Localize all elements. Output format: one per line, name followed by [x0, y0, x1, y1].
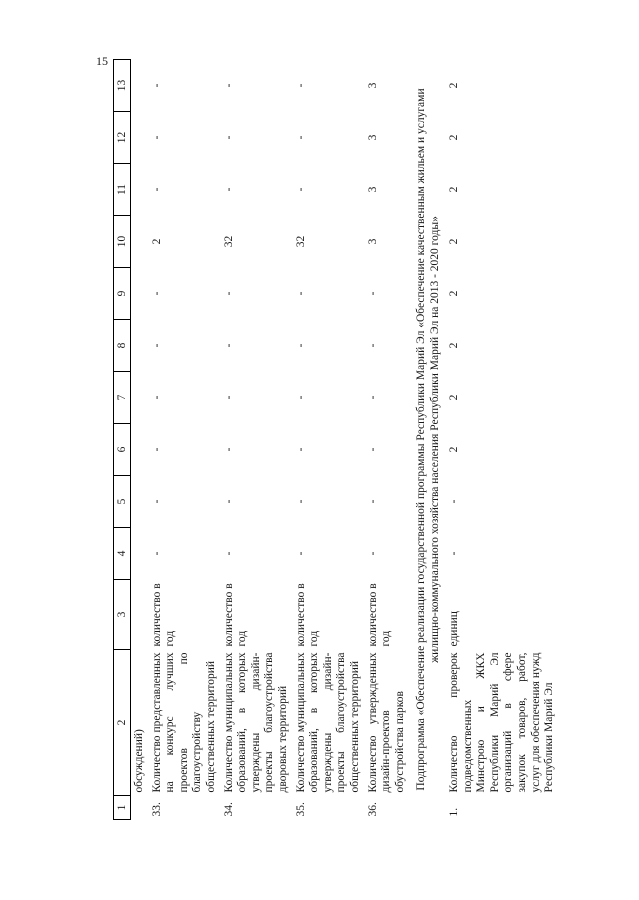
unit-of-measure: количество в год: [150, 583, 177, 647]
header-cell: 5: [114, 476, 131, 528]
year-value: -: [150, 447, 163, 452]
year-value: -: [294, 291, 307, 296]
header-cell: 7: [114, 372, 131, 424]
unit-of-measure: единиц: [448, 611, 461, 647]
year-value: -: [222, 83, 235, 88]
year-value: -: [294, 343, 307, 348]
year-value: -: [448, 499, 461, 504]
year-value: -: [294, 447, 307, 452]
year-value: 3: [366, 82, 379, 89]
year-value: 2: [448, 134, 461, 141]
year-value: -: [222, 447, 235, 452]
year-value: 2: [150, 238, 163, 245]
year-value: 2: [448, 82, 461, 89]
table-row: [221, 60, 293, 820]
year-value: -: [222, 395, 235, 400]
year-value: 3: [366, 238, 379, 245]
year-value: [131, 528, 149, 580]
year-value: -: [150, 343, 163, 348]
year-value: -: [222, 291, 235, 296]
table-body: [131, 60, 410, 820]
indicator-name: Количество муниципальных образований, в которых утверждены дизайн-проекты благоустройства дворовых территорий: [222, 652, 289, 793]
year-value: -: [150, 499, 163, 504]
table-row: [131, 60, 149, 820]
year-value: -: [366, 551, 379, 556]
year-value: -: [294, 135, 307, 140]
table-row: [149, 60, 221, 820]
section-title-row: [409, 60, 446, 820]
year-value: [131, 372, 149, 424]
year-value: 3: [366, 186, 379, 193]
unit-of-measure: количество в год: [366, 583, 393, 647]
header-cell: 13: [114, 60, 131, 112]
header-cell: 6: [114, 424, 131, 476]
year-value: [131, 216, 149, 268]
header-cell: 9: [114, 268, 131, 320]
row-number: 1.: [448, 807, 461, 817]
header-cell: 3: [114, 580, 131, 650]
year-value: -: [294, 187, 307, 192]
year-value: -: [150, 83, 163, 88]
row-number: 33.: [150, 802, 163, 817]
indicator-name: Количество проверок подведомственных Минстрою и ЖКХ Республики Марий Эл организаций в сфере закупок товаров, работ, услуг для обеспечения нужд Республики Марий Эл: [448, 652, 556, 793]
table-row: [446, 60, 559, 820]
year-value: [131, 424, 149, 476]
year-value: -: [448, 551, 461, 556]
year-value: -: [366, 343, 379, 348]
unit-of-measure: [131, 580, 149, 650]
year-value: 2: [448, 446, 461, 453]
year-value: -: [150, 551, 163, 556]
year-value: -: [366, 395, 379, 400]
header-cell: 4: [114, 528, 131, 580]
year-value: -: [150, 187, 163, 192]
year-value: 32: [294, 235, 307, 248]
year-value: -: [150, 291, 163, 296]
year-value: [131, 320, 149, 372]
unit-of-measure: количество в год: [294, 583, 321, 647]
year-value: 2: [448, 186, 461, 193]
subprogram-rows: [446, 60, 559, 820]
table-header: [114, 60, 131, 820]
subprogram-section: [409, 60, 446, 820]
year-value: -: [222, 135, 235, 140]
header-cell: 1: [114, 796, 131, 820]
year-value: -: [294, 499, 307, 504]
table-row: [293, 60, 365, 820]
year-value: 3: [366, 134, 379, 141]
header-cell: 12: [114, 112, 131, 164]
header-cell: 11: [114, 164, 131, 216]
year-value: -: [222, 499, 235, 504]
year-value: -: [294, 83, 307, 88]
rotated-table-page: [113, 60, 556, 820]
year-value: -: [366, 447, 379, 452]
year-value: [131, 164, 149, 216]
row-number: 35.: [294, 802, 307, 817]
year-value: -: [366, 499, 379, 504]
year-value: -: [150, 395, 163, 400]
year-value: [131, 60, 149, 112]
indicator-name: Количество представленных на конкурс лучших проектов по благоустройству общественных территорий: [150, 652, 217, 793]
page-number: 15: [96, 54, 108, 68]
year-value: 32: [222, 235, 235, 248]
year-value: 2: [448, 342, 461, 349]
header-cell: 2: [114, 650, 131, 796]
indicator-name: Количество утвержденных дизайн-проектов обустройства парков: [366, 652, 406, 793]
unit-of-measure: количество в год: [222, 583, 249, 647]
year-value: -: [222, 551, 235, 556]
year-value: [131, 268, 149, 320]
year-value: -: [150, 135, 163, 140]
year-value: -: [222, 187, 235, 192]
year-value: 2: [448, 290, 461, 297]
section-title: Подпрограмма «Обеспечение реализации государственной программы Республики Марий Эл «Обеспечение качественным жильем и услугами жилищно-коммунального хозяйства населения Республики Марий Эл на 2013 - 2020 годы»: [415, 88, 441, 791]
year-value: -: [294, 551, 307, 556]
row-number: 36.: [366, 802, 379, 817]
year-value: [131, 476, 149, 528]
table-row: [365, 60, 410, 820]
row-number: [131, 796, 149, 820]
header-cell: 10: [114, 216, 131, 268]
indicators-table: [113, 59, 559, 820]
indicator-name: Количество муниципальных образований, в которых утверждены дизайн-проекты благоустройства общественных территорий: [294, 652, 361, 793]
year-value: -: [222, 343, 235, 348]
year-value: 2: [448, 394, 461, 401]
year-value: 2: [448, 238, 461, 245]
year-value: -: [294, 395, 307, 400]
year-value: -: [366, 291, 379, 296]
year-value: [131, 112, 149, 164]
header-cell: 8: [114, 320, 131, 372]
row-number: 34.: [222, 802, 235, 817]
indicator-name: обсуждений): [133, 729, 145, 793]
